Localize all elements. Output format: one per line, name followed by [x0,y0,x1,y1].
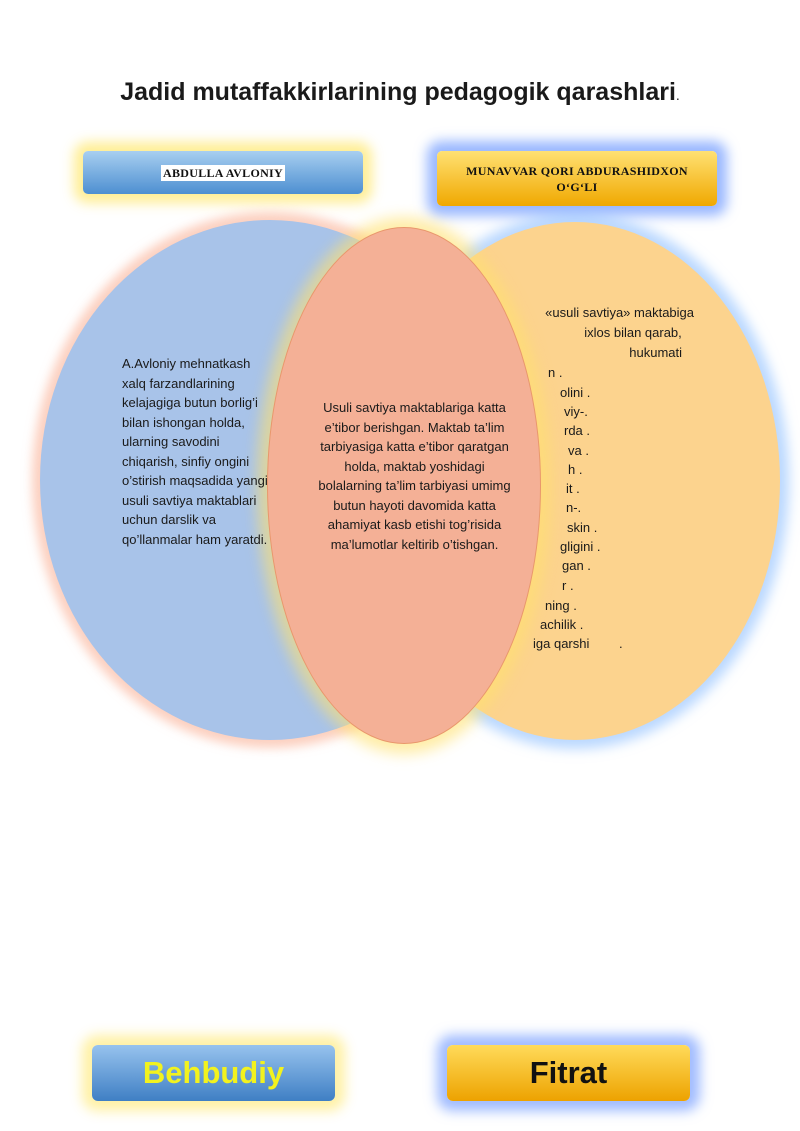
header-munavvar-qori [437,151,717,206]
right-fragment: viy-. [564,404,588,419]
left-circle-text: A.Avloniy mehnatkash xalq farzandlarining kelajagiga butun borlig’i bilan ishongan holda, ularning savodini chiqarish, sinfiy ongini o’stirish maqsadida yangi usuli savtiya maktablari uchun darslik va qo’llanmalar ham yaratdi. [122,356,268,547]
right-fragment: it . [566,481,580,496]
right-text-line: ixlos bilan qarab, [584,325,682,340]
right-fragment: gligini . [560,539,601,554]
header-abdulla-avloniy [83,151,363,194]
right-fragment: achilik . [540,617,584,632]
page-title [0,78,800,107]
header-right-line2: O‘G‘LI [556,179,598,194]
right-fragment: n-. [566,500,582,515]
title-text: Jadid mutaffakkirlarining pedagogik qarashlari [120,78,676,106]
right-fragment: ning . [545,598,577,613]
right-fragment: skin . [567,520,598,535]
right-circle-text [530,303,700,363]
right-fragment: iga qarshi [533,636,590,651]
right-fragment: gan . [562,558,591,573]
right-fragment: . [619,636,623,651]
header-left-label: ABDULLA AVLONIY [163,165,283,180]
right-text-line: «usuli savtiya» maktabiga [545,305,694,320]
title-suffix: . [675,87,680,103]
right-fragment: va . [568,443,589,458]
right-fragment: rda . [564,423,591,438]
right-fragment: olini . [560,385,591,400]
right-fragment: n . [548,365,563,380]
fitrat-button[interactable]: Fitrat [447,1045,690,1101]
right-fragment: r . [562,578,574,593]
right-fragment: h . [568,462,583,477]
right-text-line: hukumati [629,345,682,360]
intersection-text: Usuli savtiya maktablariga katta e’tibor berishgan. Maktab ta’lim tarbiyasiga katta e’tibor qaratgan holda, maktab yoshidagi bolalarning ta’lim tarbiyasi umimg butun hayoti davomida katta ahamiyat kasb etishi tog’risida ma’lumotlar keltirib o’tishgan. [318,400,511,552]
header-right-line1: MUNAVVAR QORI ABDURASHIDXON [466,163,688,178]
behbudiy-button[interactable]: Behbudiy [92,1045,335,1101]
